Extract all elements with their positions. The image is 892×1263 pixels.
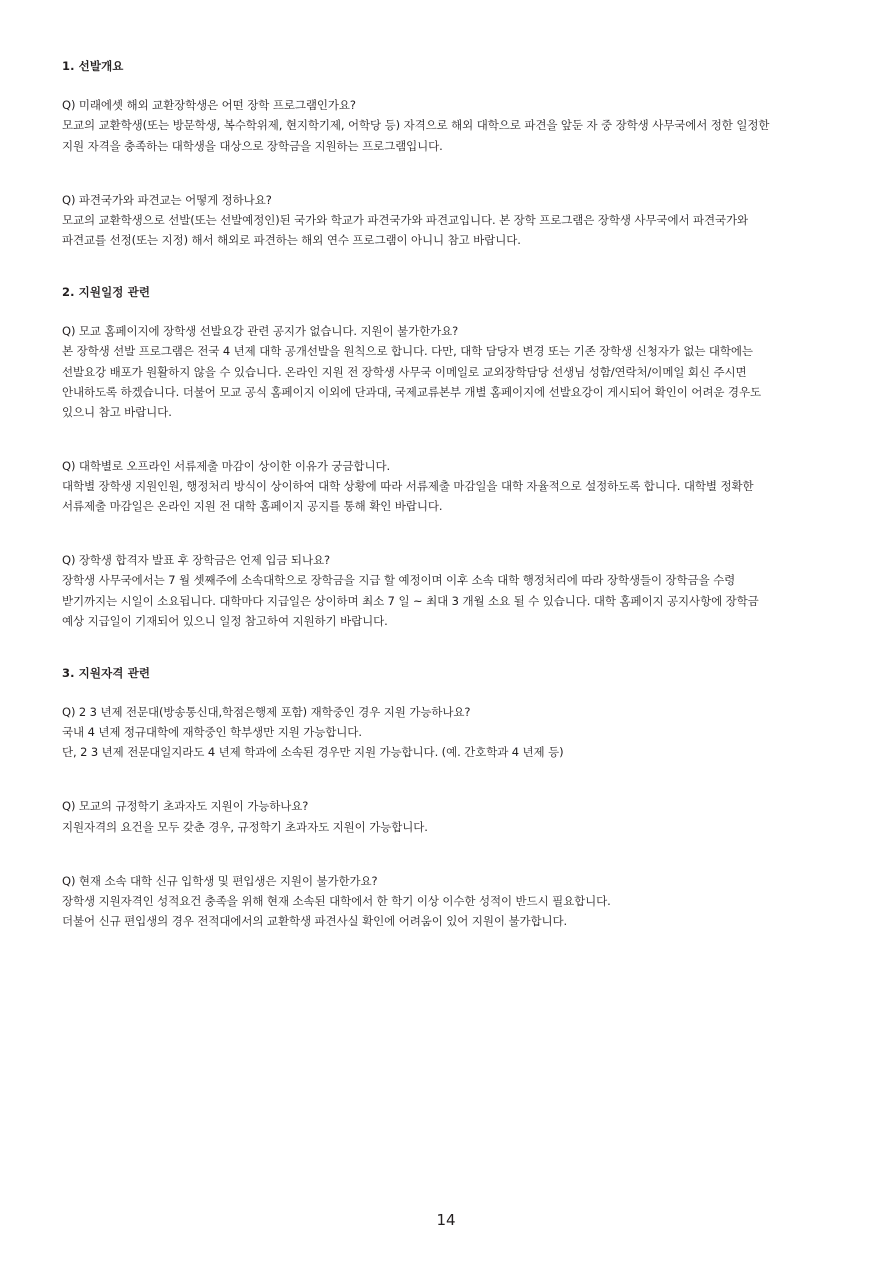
spacer (62, 276, 830, 284)
answer-line: 단, 2 3 년제 전문대일지라도 4 년제 학과에 소속된 경우만 지원 가능합니다. (예. 간호학과 4 년제 등) (62, 745, 564, 760)
question-text: Q) 미래에셋 해외 교환장학생은 어떤 장학 프로그램인가요? (62, 98, 356, 113)
answer-line: 있으니 참고 바랍니다. (62, 404, 172, 419)
answer-line: 장학생 지원자격인 성적요건 충족을 위해 현재 소속된 대학에서 한 학기 이상 이수한 성적이 반드시 필요합니다. (62, 893, 611, 908)
answer-line: 국내 4 년제 정규대학에 재학중인 학부생만 지원 가능합니다. (62, 725, 362, 740)
answer-line: 장학생 사무국에서는 7 월 셋째주에 소속대학으로 장학금을 지급 할 예정이며 이후 소속 대학 행정처리에 따라 장학생들이 장학금을 수령 (62, 573, 736, 588)
spacer (62, 438, 830, 456)
question-text: Q) 모교 홈페이지에 장학생 선발요강 관련 공지가 없습니다. 지원이 불가한가요? (62, 324, 459, 339)
qa-item (62, 456, 830, 516)
spacer (62, 657, 830, 665)
answer-line: 모교의 교환학생으로 선발(또는 선발예정인)된 국가와 학교가 파견국가와 파견교입니다. 본 장학 프로그램은 장학생 사무국에서 파견국가와 (62, 212, 749, 227)
qa-item (62, 321, 830, 422)
question-text: Q) 현재 소속 대학 신규 입학생 및 편입생은 지원이 불가한가요? (62, 873, 378, 888)
qa-item (62, 95, 830, 155)
answer-line: 지원자격의 요건을 모두 갖춘 경우, 규정학기 초과자도 지원이 가능합니다. (62, 819, 428, 834)
spacer (62, 172, 830, 190)
section-eligibility (62, 665, 830, 931)
answer-line: 예상 지급일이 기재되어 있으니 일정 참고하여 지원하기 바랍니다. (62, 613, 388, 628)
question-text: Q) 모교의 규정학기 초과자도 지원이 가능하나요? (62, 799, 309, 814)
question-text: Q) 대학별로 오프라인 서류제출 마감이 상이한 이유가 궁금합니다. (62, 458, 391, 473)
qa-item (62, 871, 830, 931)
section-selection-overview (62, 58, 830, 250)
answer-line: 서류제출 마감일은 온라인 지원 전 대학 홈페이지 공지를 통해 확인 바랍니다. (62, 499, 443, 514)
answer-line: 안내하도록 하겠습니다. 더불어 모교 공식 홈페이지 이외에 단과대, 국제교류본부 개별 홈페이지에 선발요강이 게시되어 확인이 어려운 경우도 (62, 384, 761, 399)
section-heading: 3. 지원자격 관련 (62, 665, 151, 680)
question-text: Q) 2 3 년제 전문대(방송통신대,학점은행제 포함) 재학중인 경우 지원 가능하나요? (62, 705, 471, 719)
answer-line: 대학별 장학생 지원인원, 행정처리 방식이 상이하여 대학 상황에 따라 서류제출 마감일을 대학 자율적으로 설정하도록 합니다. 대학별 정확한 (62, 479, 754, 493)
answer-line: 선발요강 배포가 원활하지 않을 수 있습니다. 온라인 지원 전 장학생 사무국 이메일로 교외장학담당 선생님 성함/연락처/이메일 회신 주시면 (62, 364, 747, 379)
answer-line: 받기까지는 시일이 소요됩니다. 대학마다 지급일은 상이하며 최소 7 일 ~ 최대 3 개월 소요 될 수 있습니다. 대학 홈페이지 공지사항에 장학금 (62, 593, 759, 608)
answer-line: 지원 자격을 충족하는 대학생을 대상으로 장학금을 지원하는 프로그램입니다. (62, 138, 443, 153)
section-application-schedule (62, 284, 830, 631)
spacer (62, 532, 830, 550)
section-heading: 2. 지원일정 관련 (62, 285, 151, 299)
answer-line: 더불어 신규 편입생의 경우 전적대에서의 교환학생 파견사실 확인에 어려움이 있어 지원이 불가합니다. (62, 913, 568, 928)
qa-item (62, 796, 830, 836)
answer-line: 본 장학생 선발 프로그램은 전국 4 년제 대학 공개선발을 원칙으로 합니다. 다만, 대학 담당자 변경 또는 기존 장학생 신청자가 없는 대학에는 (62, 344, 753, 359)
answer-line: 모교의 교환학생(또는 방문학생, 복수학위제, 현지학기제, 어학당 등) 자격으로 해외 대학으로 파견을 앞둔 자 중 장학생 사무국에서 정한 일정한 (62, 118, 770, 133)
spacer (62, 778, 830, 796)
qa-item (62, 702, 830, 762)
answer-line: 파견교를 선정(또는 지정) 해서 해외로 파견하는 해외 연수 프로그램이 아니니 참고 바랍니다. (62, 232, 521, 247)
qa-item (62, 190, 830, 250)
question-text: Q) 장학생 합격자 발표 후 장학금은 언제 입금 되나요? (62, 553, 330, 568)
qa-item (62, 550, 830, 631)
page-number: 14 (436, 1211, 456, 1229)
question-text: Q) 파견국가와 파견교는 어떻게 정하나요? (62, 192, 272, 207)
spacer (62, 853, 830, 871)
section-heading: 1. 선발개요 (62, 59, 124, 73)
